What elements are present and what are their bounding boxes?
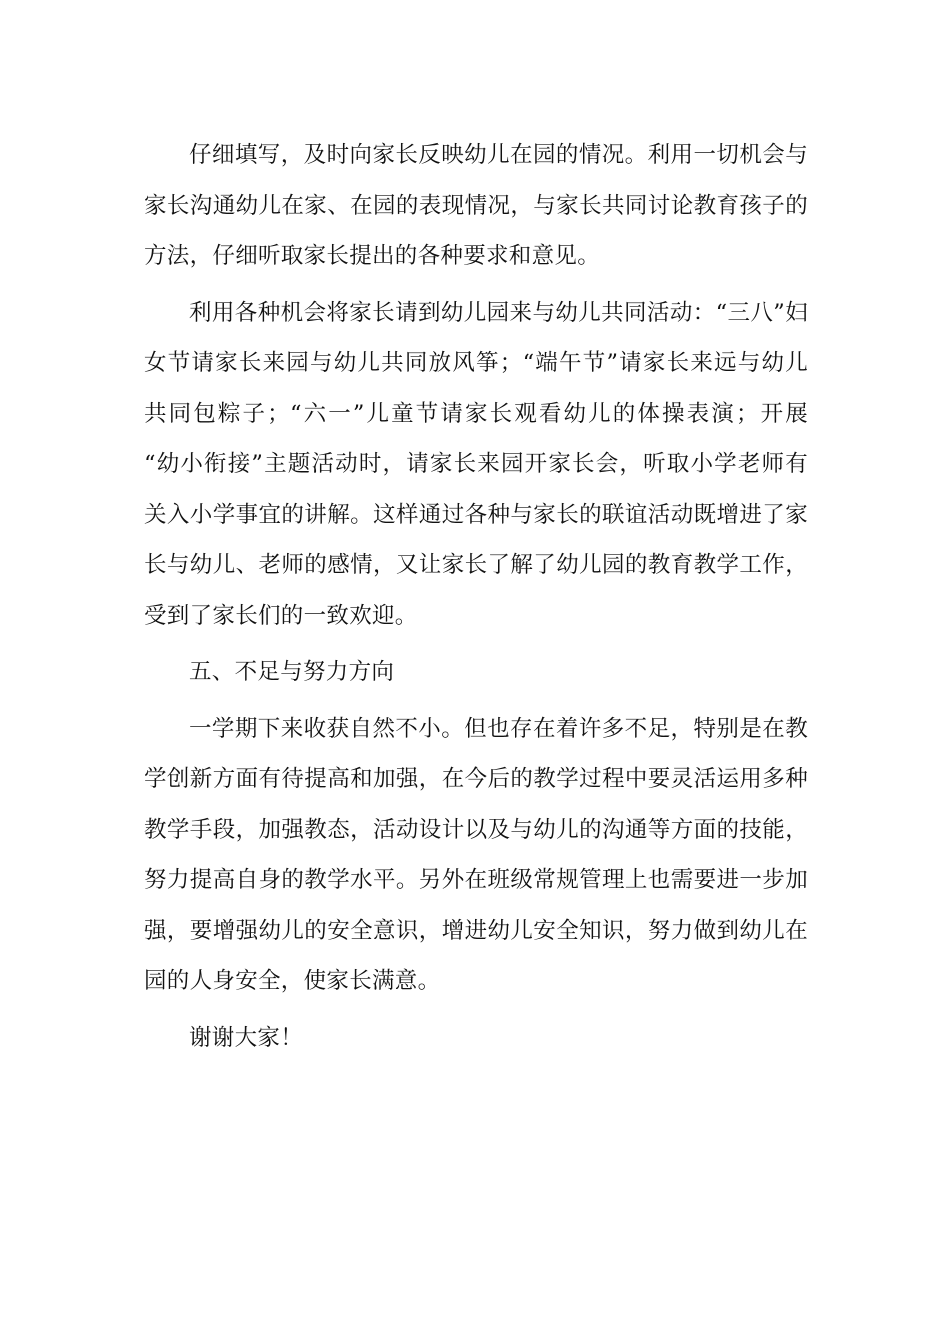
text-line: 共同包粽子；“六一”儿童节请家长观看幼儿的体操表演；开展 <box>144 400 808 427</box>
text-line: 强，要增强幼儿的安全意识，增进幼儿安全知识，努力做到幼儿在 <box>144 917 808 944</box>
paragraph-parent-communication <box>144 130 808 282</box>
section-heading: 五、不足与努力方向 <box>189 659 395 685</box>
document-page <box>144 130 808 1069</box>
text-line: 努力提高自身的教学水平。另外在班级常规管理上也需要进一步加 <box>144 867 808 893</box>
text-line: 方法，仔细听取家长提出的各种要求和意见。 <box>144 243 601 269</box>
text-line: 长与幼儿、老师的感情，又让家长了解了幼儿园的教育教学工作， <box>144 552 808 578</box>
text-line: 园的人身安全，使家长满意。 <box>144 968 441 994</box>
paragraph-parent-activities <box>144 288 808 642</box>
text-line: 家长沟通幼儿在家、在园的表现情况，与家长共同讨论教育孩子的 <box>144 192 808 219</box>
text-line: 教学手段，加强教态，活动设计以及与幼儿的沟通等方面的技能， <box>144 816 808 843</box>
text-line: 一学期下来收获自然不小。但也存在着许多不足，特别是在教 <box>189 715 808 742</box>
text-line: 女节请家长来园与幼儿共同放风筝；“端午节”请家长来远与幼儿 <box>144 350 808 376</box>
text-line: 学创新方面有待提高和加强，在今后的教学过程中要灵活运用多种 <box>144 766 808 792</box>
text-line: 利用各种机会将家长请到幼儿园来与幼儿共同活动：“三八”妇 <box>189 299 808 326</box>
text-line: 受到了家长们的一致欢迎。 <box>144 602 418 629</box>
text-line: “幼小衔接”主题活动时，请家长来园开家长会，听取小学老师有 <box>144 451 808 477</box>
text-line: 仔细填写，及时向家长反映幼儿在园的情况。利用一切机会与 <box>189 142 808 168</box>
text-line: 关入小学事宜的讲解。这样通过各种与家长的联谊活动既增进了家 <box>144 501 808 528</box>
closing-remark: 谢谢大家！ <box>189 1024 304 1051</box>
paragraph-shortcomings <box>144 704 808 1007</box>
